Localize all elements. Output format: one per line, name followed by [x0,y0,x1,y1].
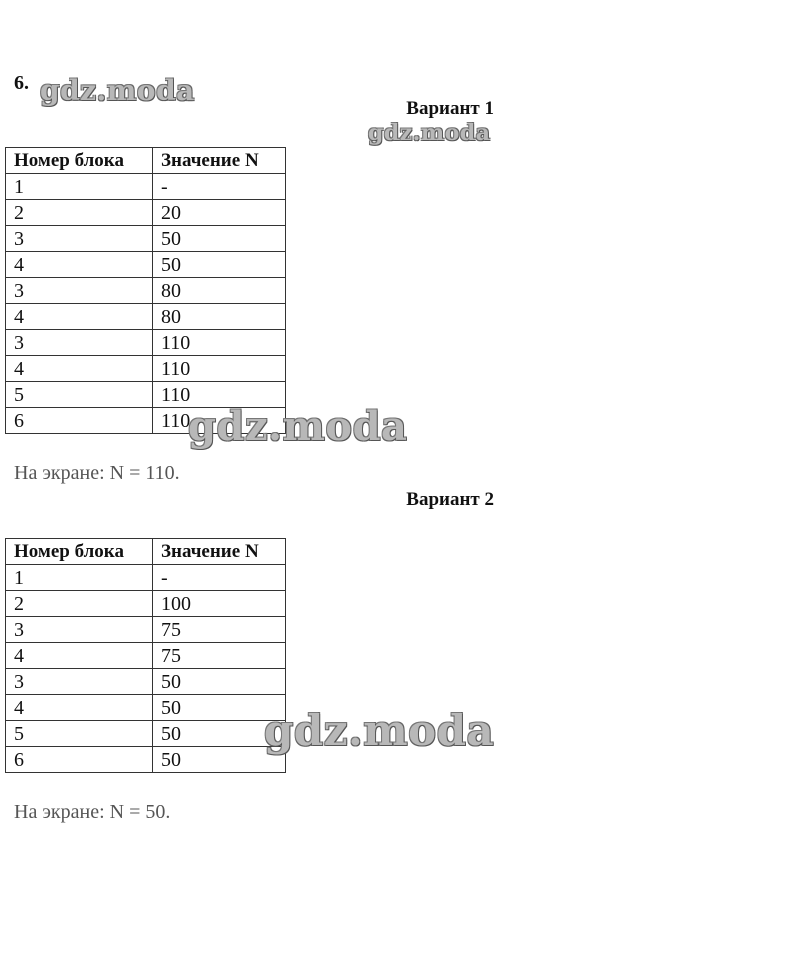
n-value-cell: 50 [153,669,286,695]
table-row [6,252,286,278]
n-value-cell: 50 [153,695,286,721]
table-row [6,721,286,747]
table-row [6,226,286,252]
n-value-cell: 20 [153,200,286,226]
n-value-cell: 50 [153,747,286,773]
block-number-cell: 4 [6,643,153,669]
table-row [6,330,286,356]
watermark: gdz.moda [40,74,195,107]
n-value-cell: 50 [153,226,286,252]
variant-1-trace-table [5,147,286,434]
block-number-cell: 3 [6,617,153,643]
table-header-row [6,539,286,565]
block-number-cell: 2 [6,591,153,617]
column-header-block-number: Номер блока [6,539,153,565]
table-row [6,643,286,669]
table-row [6,617,286,643]
variant-2-result: На экране: N = 50. [14,801,171,823]
n-value-cell: 50 [153,252,286,278]
table-row [6,304,286,330]
n-value-cell: 110 [153,408,286,434]
table-row [6,278,286,304]
variant-1-heading: Вариант 1 [406,98,494,119]
n-value-cell: - [153,174,286,200]
n-value-cell: 110 [153,356,286,382]
table-header-row [6,148,286,174]
n-value-cell: - [153,565,286,591]
table-row [6,695,286,721]
table-row [6,747,286,773]
task-number: 6. [14,72,29,94]
table-row [6,382,286,408]
table-row [6,200,286,226]
block-number-cell: 4 [6,304,153,330]
column-header-n-value: Значение N [153,148,286,174]
variant-1-result: На экране: N = 110. [14,462,180,484]
variant-2-trace-table [5,538,286,773]
table-row [6,565,286,591]
column-header-n-value: Значение N [153,539,286,565]
block-number-cell: 3 [6,278,153,304]
n-value-cell: 75 [153,617,286,643]
n-value-cell: 75 [153,643,286,669]
block-number-cell: 6 [6,408,153,434]
block-number-cell: 1 [6,174,153,200]
block-number-cell: 3 [6,669,153,695]
block-number-cell: 3 [6,226,153,252]
block-number-cell: 5 [6,721,153,747]
table-row [6,591,286,617]
watermark: gdz.moda [264,706,495,755]
table-row [6,174,286,200]
block-number-cell: 2 [6,200,153,226]
watermark: gdz.moda [188,403,408,450]
table-row [6,356,286,382]
n-value-cell: 110 [153,330,286,356]
n-value-cell: 50 [153,721,286,747]
block-number-cell: 4 [6,252,153,278]
watermark: gdz.moda [368,120,491,146]
block-number-cell: 6 [6,747,153,773]
table-row [6,408,286,434]
block-number-cell: 4 [6,356,153,382]
column-header-block-number: Номер блока [6,148,153,174]
n-value-cell: 110 [153,382,286,408]
n-value-cell: 100 [153,591,286,617]
block-number-cell: 5 [6,382,153,408]
block-number-cell: 3 [6,330,153,356]
block-number-cell: 4 [6,695,153,721]
n-value-cell: 80 [153,304,286,330]
table-row [6,669,286,695]
n-value-cell: 80 [153,278,286,304]
variant-2-heading: Вариант 2 [406,489,494,510]
block-number-cell: 1 [6,565,153,591]
